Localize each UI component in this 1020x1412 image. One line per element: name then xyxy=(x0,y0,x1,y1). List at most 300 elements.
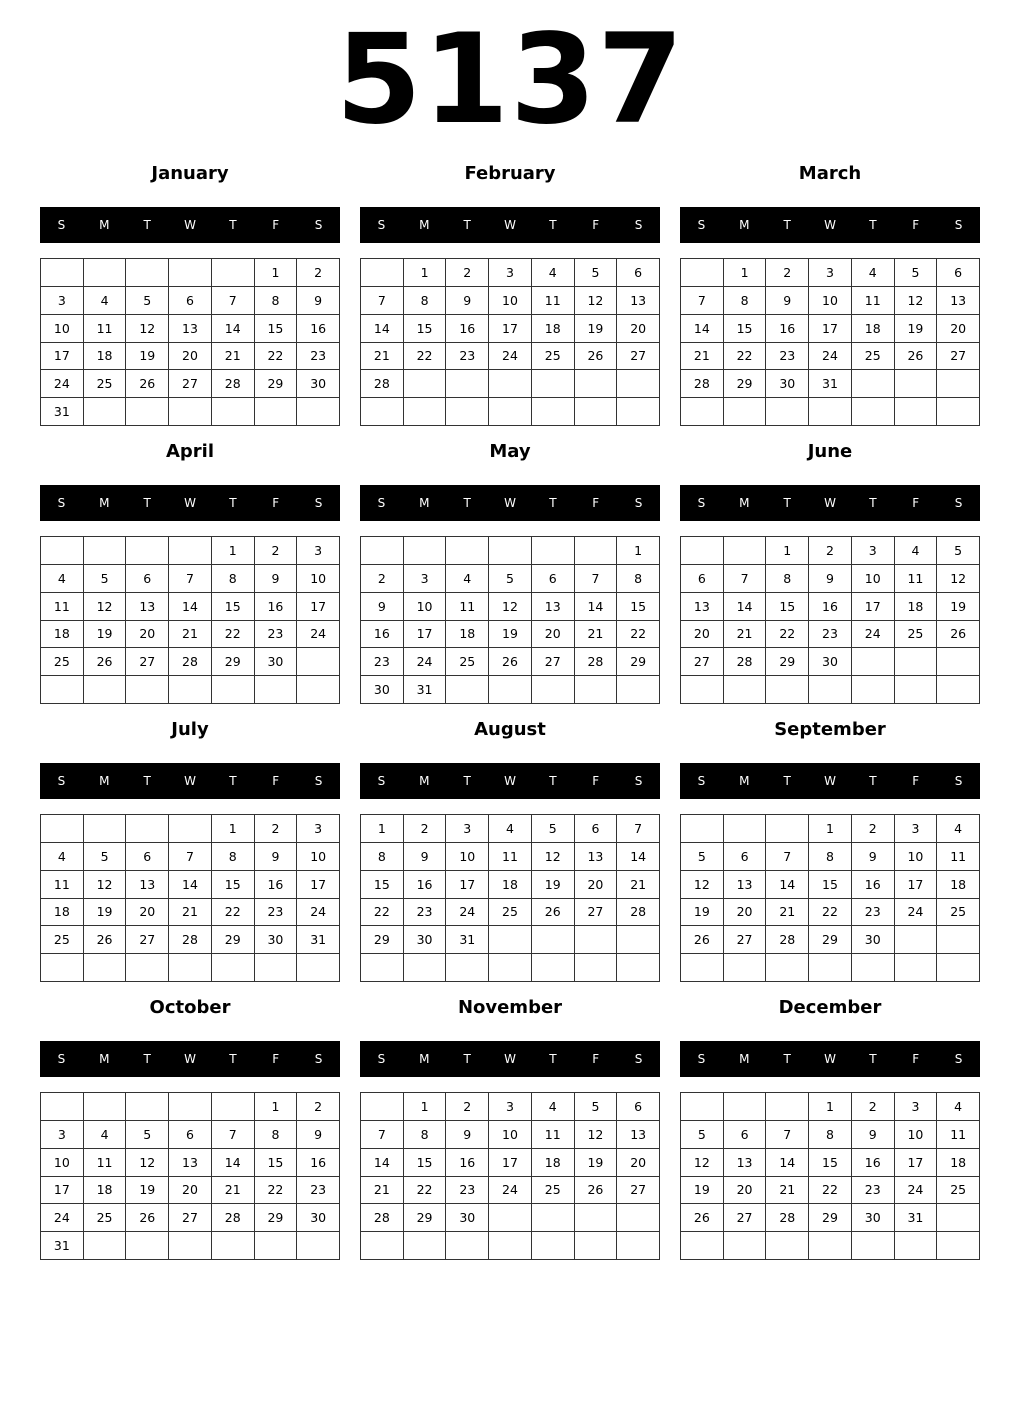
day-cell: 16 xyxy=(361,621,404,649)
weekday-label: W xyxy=(504,496,516,510)
day-cell xyxy=(446,954,489,982)
weekday-label: S xyxy=(314,774,323,788)
day-cell xyxy=(361,537,404,565)
day-cell: 27 xyxy=(724,926,767,954)
day-cell: 16 xyxy=(766,315,809,343)
day-cell: 11 xyxy=(895,565,938,593)
weekday-label: S xyxy=(57,496,66,510)
weekday-header xyxy=(680,1041,980,1077)
day-cell: 18 xyxy=(852,315,895,343)
day-cell: 26 xyxy=(489,648,532,676)
day-cell xyxy=(852,370,895,398)
day-cell: 16 xyxy=(297,315,340,343)
day-cell: 2 xyxy=(361,565,404,593)
day-cell: 27 xyxy=(575,899,618,927)
day-cell xyxy=(446,370,489,398)
day-cell: 17 xyxy=(809,315,852,343)
day-cell: 4 xyxy=(895,537,938,565)
day-cell xyxy=(169,398,212,426)
weekday-label: T xyxy=(229,496,237,510)
day-cell: 26 xyxy=(575,1177,618,1205)
day-cell: 6 xyxy=(169,287,212,315)
day-cell xyxy=(297,954,340,982)
day-cell xyxy=(84,1232,127,1260)
day-cell: 22 xyxy=(212,621,255,649)
day-cell: 1 xyxy=(255,1093,298,1121)
day-cell: 29 xyxy=(809,1204,852,1232)
weekday-header xyxy=(360,485,660,521)
weekday-label: W xyxy=(824,496,836,510)
day-cell: 21 xyxy=(617,871,660,899)
day-cell: 25 xyxy=(41,926,84,954)
day-cell xyxy=(84,259,127,287)
day-cell xyxy=(212,1232,255,1260)
day-cell xyxy=(126,676,169,704)
day-cell: 20 xyxy=(937,315,980,343)
day-cell: 24 xyxy=(489,1177,532,1205)
day-cell xyxy=(297,398,340,426)
day-cell: 20 xyxy=(575,871,618,899)
day-cell xyxy=(255,954,298,982)
day-cell: 24 xyxy=(297,899,340,927)
day-cell: 26 xyxy=(681,926,724,954)
day-cell: 11 xyxy=(84,315,127,343)
day-cell xyxy=(766,1232,809,1260)
day-cell: 17 xyxy=(895,1149,938,1177)
day-cell xyxy=(84,954,127,982)
day-grid xyxy=(680,1092,980,1260)
day-grid xyxy=(680,258,980,426)
day-cell: 24 xyxy=(895,899,938,927)
day-cell: 24 xyxy=(446,899,489,927)
day-cell: 18 xyxy=(937,871,980,899)
weekday-label: F xyxy=(272,774,280,788)
day-cell: 5 xyxy=(84,843,127,871)
weekday-label: F xyxy=(912,774,920,788)
day-cell xyxy=(361,259,404,287)
day-cell xyxy=(297,676,340,704)
day-cell xyxy=(681,1232,724,1260)
day-cell: 13 xyxy=(575,843,618,871)
month-title: December xyxy=(778,997,882,1018)
weekday-label: W xyxy=(504,218,516,232)
day-cell: 24 xyxy=(404,648,447,676)
day-cell xyxy=(489,398,532,426)
day-cell xyxy=(126,1232,169,1260)
day-cell: 25 xyxy=(84,1204,127,1232)
weekday-label: F xyxy=(592,774,600,788)
day-cell: 8 xyxy=(255,287,298,315)
day-cell: 28 xyxy=(617,899,660,927)
weekday-label: S xyxy=(697,1052,706,1066)
day-cell: 7 xyxy=(681,287,724,315)
day-cell: 28 xyxy=(575,648,618,676)
day-cell: 17 xyxy=(489,1149,532,1177)
day-cell: 9 xyxy=(297,287,340,315)
day-cell: 26 xyxy=(895,343,938,371)
day-cell: 19 xyxy=(126,343,169,371)
day-cell: 27 xyxy=(617,343,660,371)
day-cell: 8 xyxy=(766,565,809,593)
weekday-label: S xyxy=(697,774,706,788)
weekday-label: W xyxy=(824,218,836,232)
day-cell: 3 xyxy=(404,565,447,593)
day-cell: 8 xyxy=(617,565,660,593)
day-cell: 13 xyxy=(937,287,980,315)
day-cell: 23 xyxy=(361,648,404,676)
day-cell xyxy=(575,954,618,982)
day-cell: 31 xyxy=(297,926,340,954)
day-cell xyxy=(169,815,212,843)
day-cell: 23 xyxy=(852,1177,895,1205)
day-cell: 1 xyxy=(766,537,809,565)
day-cell: 4 xyxy=(489,815,532,843)
day-cell xyxy=(361,1093,404,1121)
day-cell xyxy=(895,370,938,398)
day-cell xyxy=(724,815,767,843)
day-cell: 25 xyxy=(446,648,489,676)
day-cell: 9 xyxy=(361,593,404,621)
day-cell: 27 xyxy=(937,343,980,371)
day-cell: 31 xyxy=(41,398,84,426)
day-cell xyxy=(937,1204,980,1232)
day-cell xyxy=(575,537,618,565)
day-cell: 13 xyxy=(126,593,169,621)
day-cell: 15 xyxy=(212,871,255,899)
day-cell: 6 xyxy=(532,565,575,593)
day-cell: 7 xyxy=(212,287,255,315)
day-cell xyxy=(575,676,618,704)
day-cell: 13 xyxy=(724,1149,767,1177)
day-cell: 30 xyxy=(297,370,340,398)
month-title: June xyxy=(807,441,853,462)
weekday-label: S xyxy=(954,774,963,788)
weekday-label: T xyxy=(229,218,237,232)
day-cell: 12 xyxy=(126,1149,169,1177)
day-cell xyxy=(724,676,767,704)
weekday-label: M xyxy=(739,774,750,788)
day-cell: 22 xyxy=(809,899,852,927)
day-cell: 27 xyxy=(126,648,169,676)
day-cell: 7 xyxy=(724,565,767,593)
day-cell xyxy=(809,1232,852,1260)
day-cell: 5 xyxy=(575,259,618,287)
day-cell: 30 xyxy=(446,1204,489,1232)
day-cell: 21 xyxy=(169,899,212,927)
day-cell xyxy=(489,1204,532,1232)
day-cell: 17 xyxy=(852,593,895,621)
day-cell: 30 xyxy=(809,648,852,676)
day-cell xyxy=(404,954,447,982)
month-title: November xyxy=(457,997,563,1018)
day-cell xyxy=(937,1232,980,1260)
weekday-header xyxy=(680,207,980,243)
day-cell: 14 xyxy=(766,871,809,899)
day-cell xyxy=(937,648,980,676)
day-cell: 4 xyxy=(937,1093,980,1121)
weekday-label: W xyxy=(824,774,836,788)
day-cell: 14 xyxy=(617,843,660,871)
day-cell xyxy=(617,1204,660,1232)
weekday-label: F xyxy=(272,496,280,510)
weekday-label: F xyxy=(912,1052,920,1066)
day-cell: 2 xyxy=(446,1093,489,1121)
day-cell xyxy=(724,398,767,426)
day-cell: 15 xyxy=(766,593,809,621)
day-cell: 16 xyxy=(255,593,298,621)
day-cell xyxy=(41,954,84,982)
day-cell xyxy=(681,398,724,426)
day-cell: 30 xyxy=(297,1204,340,1232)
day-cell: 20 xyxy=(724,899,767,927)
day-cell: 4 xyxy=(84,287,127,315)
day-cell: 3 xyxy=(41,1121,84,1149)
day-cell: 29 xyxy=(212,648,255,676)
weekday-label: M xyxy=(739,218,750,232)
weekday-label: W xyxy=(184,774,196,788)
day-cell: 22 xyxy=(809,1177,852,1205)
day-cell: 2 xyxy=(852,1093,895,1121)
day-cell xyxy=(404,370,447,398)
day-cell: 25 xyxy=(41,648,84,676)
day-cell: 31 xyxy=(895,1204,938,1232)
day-cell xyxy=(255,398,298,426)
day-cell: 8 xyxy=(404,1121,447,1149)
day-cell: 9 xyxy=(255,565,298,593)
day-cell: 18 xyxy=(895,593,938,621)
day-cell xyxy=(169,1232,212,1260)
day-cell: 27 xyxy=(617,1177,660,1205)
day-cell: 2 xyxy=(255,537,298,565)
day-cell xyxy=(575,1232,618,1260)
weekday-label: F xyxy=(272,218,280,232)
day-cell: 11 xyxy=(41,871,84,899)
day-cell: 14 xyxy=(212,1149,255,1177)
day-cell: 3 xyxy=(895,1093,938,1121)
day-cell: 25 xyxy=(532,1177,575,1205)
weekday-header xyxy=(360,763,660,799)
day-cell: 19 xyxy=(937,593,980,621)
day-cell: 31 xyxy=(404,676,447,704)
day-cell xyxy=(169,954,212,982)
day-cell xyxy=(766,676,809,704)
day-cell xyxy=(126,1093,169,1121)
day-cell: 29 xyxy=(617,648,660,676)
day-cell: 28 xyxy=(169,926,212,954)
day-cell xyxy=(766,1093,809,1121)
weekday-header xyxy=(360,1041,660,1077)
day-cell: 16 xyxy=(255,871,298,899)
day-cell xyxy=(681,676,724,704)
day-cell xyxy=(617,370,660,398)
day-cell: 11 xyxy=(937,1121,980,1149)
day-cell: 3 xyxy=(489,1093,532,1121)
weekday-label: S xyxy=(377,496,386,510)
day-cell: 17 xyxy=(41,1177,84,1205)
day-cell: 4 xyxy=(41,565,84,593)
day-cell: 18 xyxy=(41,899,84,927)
weekday-label: F xyxy=(272,1052,280,1066)
day-cell: 2 xyxy=(404,815,447,843)
day-cell: 25 xyxy=(937,899,980,927)
day-cell: 3 xyxy=(41,287,84,315)
day-cell: 10 xyxy=(446,843,489,871)
day-cell xyxy=(404,398,447,426)
day-cell: 16 xyxy=(404,871,447,899)
weekday-label: S xyxy=(314,1052,323,1066)
weekday-label: T xyxy=(463,1052,471,1066)
weekday-label: T xyxy=(783,496,791,510)
day-cell: 11 xyxy=(41,593,84,621)
month-title: October xyxy=(149,997,231,1018)
day-cell xyxy=(84,537,127,565)
day-cell xyxy=(169,259,212,287)
day-cell: 25 xyxy=(532,343,575,371)
day-grid xyxy=(40,1092,340,1260)
weekday-label: T xyxy=(143,496,151,510)
day-cell: 18 xyxy=(446,621,489,649)
weekday-label: T xyxy=(229,774,237,788)
day-cell: 27 xyxy=(169,1204,212,1232)
day-cell xyxy=(766,954,809,982)
day-cell: 26 xyxy=(575,343,618,371)
day-cell: 20 xyxy=(126,621,169,649)
day-cell xyxy=(852,1232,895,1260)
weekday-label: W xyxy=(504,774,516,788)
day-grid xyxy=(360,814,660,982)
day-cell: 2 xyxy=(255,815,298,843)
weekday-label: T xyxy=(783,1052,791,1066)
day-cell: 22 xyxy=(212,899,255,927)
day-cell: 12 xyxy=(937,565,980,593)
day-cell: 22 xyxy=(404,343,447,371)
day-cell: 10 xyxy=(404,593,447,621)
day-cell: 24 xyxy=(297,621,340,649)
day-cell xyxy=(169,1093,212,1121)
day-cell: 26 xyxy=(126,1204,169,1232)
day-cell xyxy=(895,926,938,954)
day-cell: 29 xyxy=(212,926,255,954)
day-cell xyxy=(724,1093,767,1121)
month-title: September xyxy=(774,719,886,740)
day-cell: 10 xyxy=(41,1149,84,1177)
day-cell: 29 xyxy=(404,1204,447,1232)
day-cell: 7 xyxy=(361,1121,404,1149)
day-cell xyxy=(255,1232,298,1260)
day-cell xyxy=(617,398,660,426)
day-cell: 24 xyxy=(41,1204,84,1232)
day-cell: 13 xyxy=(126,871,169,899)
day-cell xyxy=(532,370,575,398)
day-cell: 9 xyxy=(766,287,809,315)
day-cell: 14 xyxy=(681,315,724,343)
day-cell: 9 xyxy=(852,843,895,871)
day-cell xyxy=(681,954,724,982)
day-grid xyxy=(360,258,660,426)
day-cell: 12 xyxy=(575,1121,618,1149)
day-cell: 5 xyxy=(895,259,938,287)
day-cell: 21 xyxy=(212,1177,255,1205)
day-cell: 21 xyxy=(766,1177,809,1205)
day-cell: 4 xyxy=(852,259,895,287)
day-grid xyxy=(360,1092,660,1260)
day-cell xyxy=(681,1093,724,1121)
day-cell xyxy=(937,954,980,982)
day-cell xyxy=(532,1232,575,1260)
day-cell: 25 xyxy=(852,343,895,371)
day-cell xyxy=(41,676,84,704)
day-cell xyxy=(532,398,575,426)
day-cell: 14 xyxy=(575,593,618,621)
month-title: March xyxy=(798,163,862,184)
day-cell xyxy=(126,259,169,287)
day-cell: 24 xyxy=(809,343,852,371)
day-cell: 13 xyxy=(169,315,212,343)
day-cell: 15 xyxy=(212,593,255,621)
weekday-label: T xyxy=(463,218,471,232)
day-cell: 18 xyxy=(937,1149,980,1177)
day-cell: 10 xyxy=(297,843,340,871)
weekday-label: M xyxy=(419,496,430,510)
day-cell xyxy=(446,676,489,704)
day-cell: 26 xyxy=(84,926,127,954)
day-cell: 9 xyxy=(297,1121,340,1149)
day-cell: 17 xyxy=(489,315,532,343)
day-cell: 31 xyxy=(41,1232,84,1260)
day-cell: 10 xyxy=(852,565,895,593)
day-cell: 18 xyxy=(41,621,84,649)
day-cell: 3 xyxy=(446,815,489,843)
day-cell: 15 xyxy=(809,871,852,899)
day-cell: 8 xyxy=(404,287,447,315)
day-grid xyxy=(680,536,980,704)
day-cell xyxy=(766,398,809,426)
day-cell xyxy=(126,954,169,982)
day-cell: 3 xyxy=(297,815,340,843)
day-cell: 3 xyxy=(489,259,532,287)
day-cell xyxy=(895,398,938,426)
day-cell xyxy=(852,648,895,676)
day-cell: 19 xyxy=(532,871,575,899)
weekday-label: T xyxy=(229,1052,237,1066)
day-cell: 23 xyxy=(446,1177,489,1205)
day-cell xyxy=(681,259,724,287)
day-cell: 13 xyxy=(617,287,660,315)
day-cell: 23 xyxy=(446,343,489,371)
day-cell: 5 xyxy=(681,843,724,871)
day-cell xyxy=(297,1232,340,1260)
day-cell xyxy=(937,926,980,954)
day-cell: 26 xyxy=(937,621,980,649)
day-cell: 21 xyxy=(575,621,618,649)
day-cell: 6 xyxy=(681,565,724,593)
day-cell: 29 xyxy=(255,370,298,398)
weekday-label: M xyxy=(419,774,430,788)
day-cell: 14 xyxy=(169,593,212,621)
day-cell xyxy=(852,676,895,704)
day-cell: 22 xyxy=(724,343,767,371)
day-cell: 11 xyxy=(532,1121,575,1149)
day-cell xyxy=(489,954,532,982)
weekday-header xyxy=(40,485,340,521)
day-cell: 16 xyxy=(446,315,489,343)
weekday-label: W xyxy=(184,496,196,510)
day-grid xyxy=(680,814,980,982)
weekday-label: S xyxy=(634,1052,643,1066)
day-cell: 20 xyxy=(169,1177,212,1205)
weekday-label: S xyxy=(377,774,386,788)
day-cell: 8 xyxy=(255,1121,298,1149)
